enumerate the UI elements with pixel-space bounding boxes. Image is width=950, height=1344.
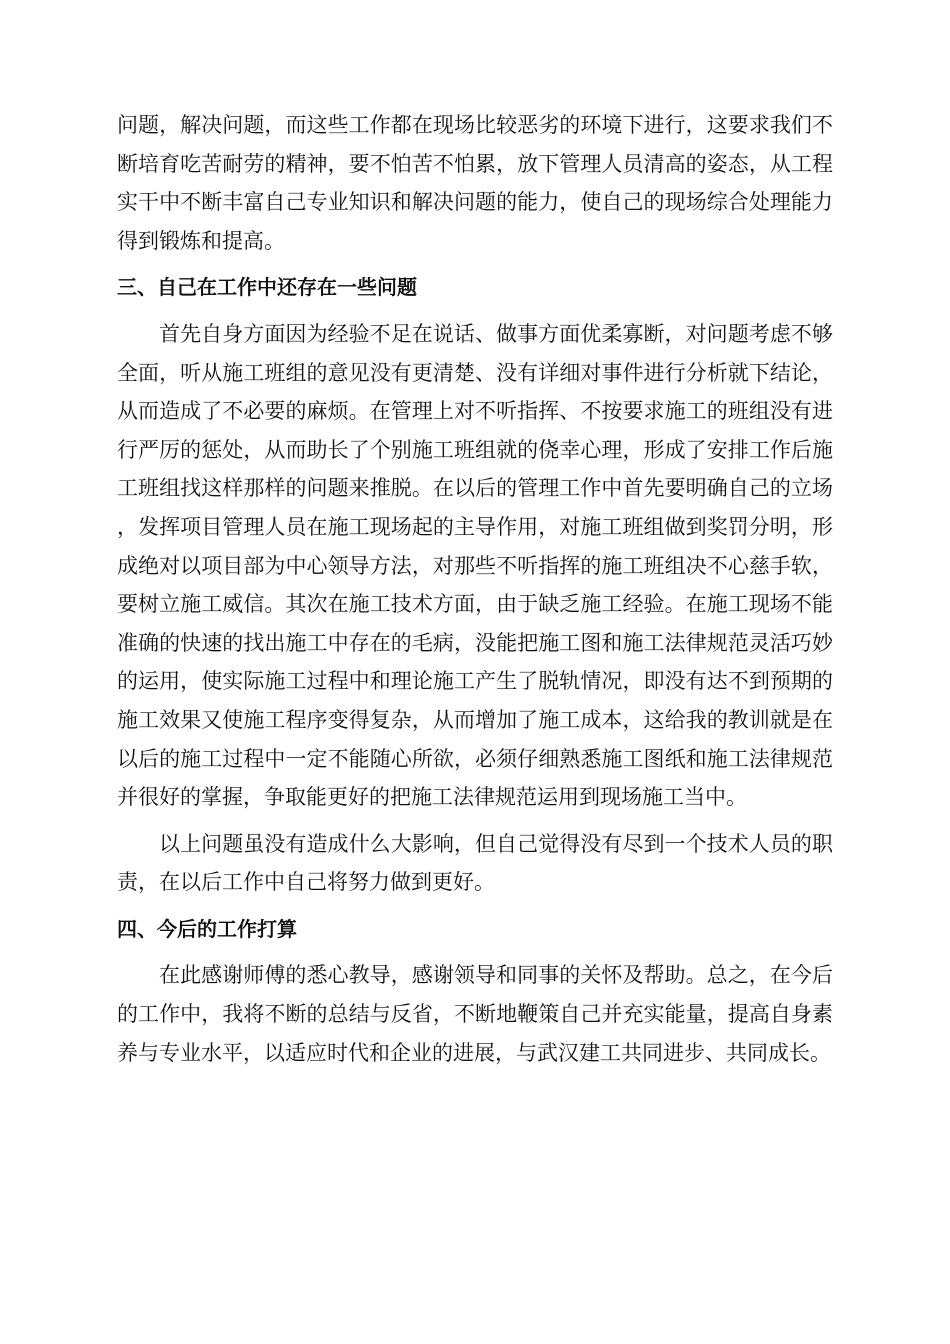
section-heading-3: 三、自己在工作中还存在一些问题	[117, 275, 417, 300]
paragraph-summary: 以上问题虽没有造成什么大影响，但自己觉得没有尽到一个技术人员的职责，在以后工作中自己将努力做到更好。	[117, 831, 833, 895]
paragraph-problems: 首先自身方面因为经验不足在说话、做事方面优柔寡断，对问题考虑不够全面，听从施工班组的意见没有更清楚、没有详细对事件进行分析就下结论，从而造成了不必要的麻烦。在管理上对不听指挥、不按要求施工的班组没有进行严厉的惩处，从而助长了个别施工班组就的侥幸心理，形成了安排工作后施工班组找这样那样的问题来推脱。在以后的管理工作中首先要明确自己的立场，发挥项目管理人员在施工现场起的主导作用，对施工班组做到奖罚分明，形成绝对以项目部为中心领导方法，对那些不听指挥的施工班组决不心慈手软，要树立施工威信。其次在施工技术方面，由于缺乏施工经验。在施工现场不能准确的快速的找出施工中存在的毛病，没能把施工图和施工法律规范灵活巧妙的运用，使实际施工过程中和理论施工产生了脱轨情况，即没有达不到预期的施工效果又使施工程序变得复杂，从而增加了施工成本，这给我的教训就是在以后的施工过程中一定不能随心所欲，必须仔细熟悉施工图纸和施工法律规范并很好的掌握，争取能更好的把施工法律规范运用到现场施工当中。	[117, 321, 833, 810]
paragraph-plans: 在此感谢师傅的悉心教导，感谢领导和同事的关怀及帮助。总之，在今后的工作中，我将不断的总结与反省，不断地鞭策自己并充实能量，提高自身素养与专业水平，以适应时代和企业的进展，与武汉建工共同进步、共同成长。	[117, 963, 833, 1065]
document-body	[117, 106, 833, 1080]
section-heading-4: 四、今后的工作打算	[117, 916, 297, 941]
paragraph-continued: 问题，解决问题，而这些工作都在现场比较恶劣的环境下进行，这要求我们不断培育吃苦耐劳的精神，要不怕苦不怕累，放下管理人员清高的姿态，从工程实干中不断丰富自己专业知识和解决问题的能力，使自己的现场综合处理能力得到锻炼和提高。	[117, 113, 833, 253]
